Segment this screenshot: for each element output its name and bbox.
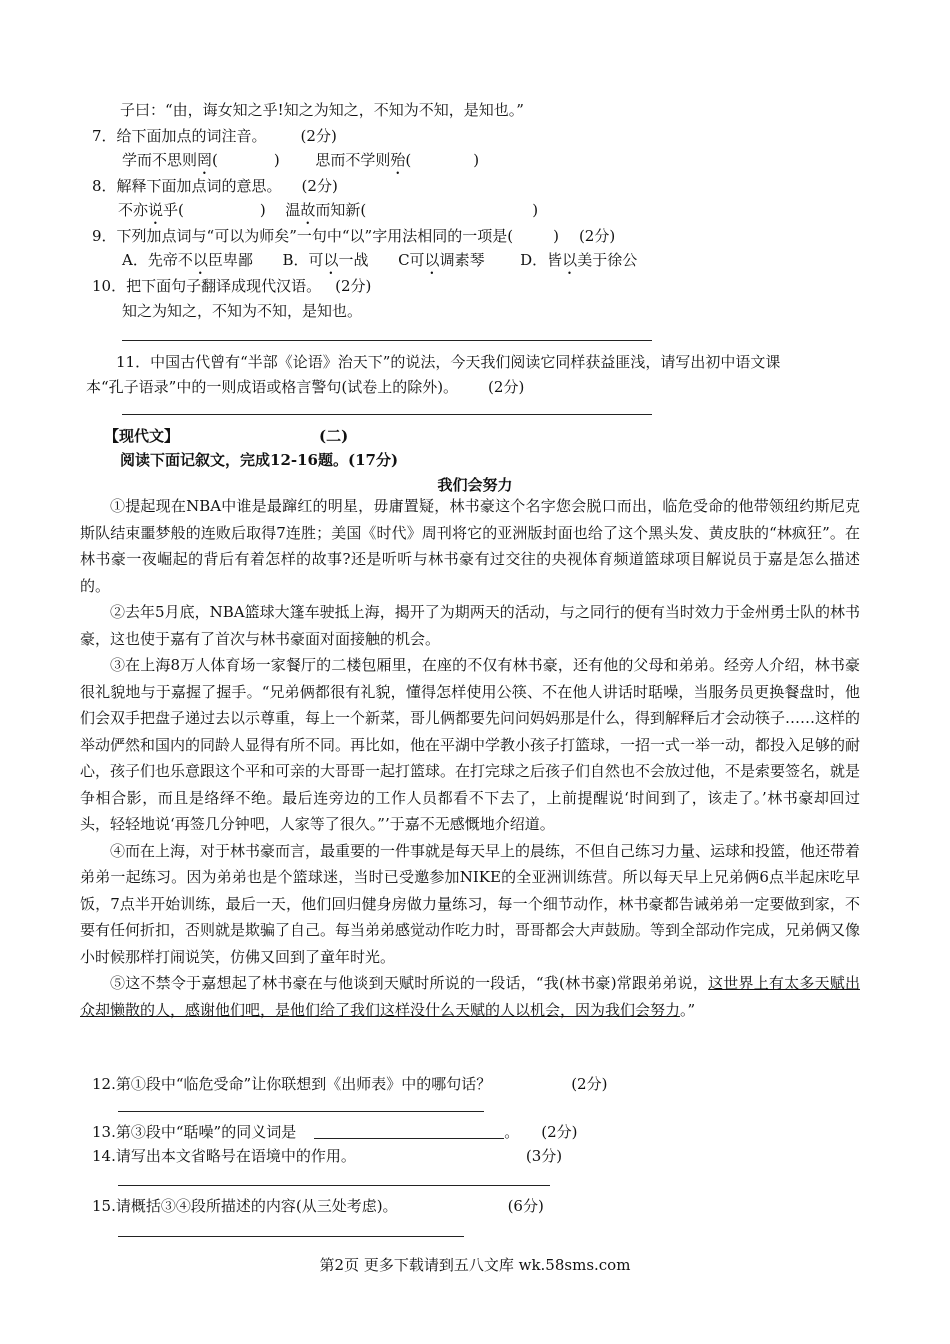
- q14-score: (3分): [525, 1147, 563, 1165]
- section-label: 【现代文】: [104, 427, 180, 445]
- q9-option-b: [282, 251, 368, 269]
- question-8: [92, 176, 338, 196]
- q8-items: 不亦说乎( ) 温故而知新( ): [118, 201, 539, 219]
- question-13: [92, 1122, 577, 1142]
- paragraph-5-post: 。”: [680, 1000, 696, 1019]
- q8-item-1-post: 乎: [163, 201, 179, 219]
- q8-score: (2分): [301, 177, 338, 195]
- q14-stem: 14.请写出本文省略号在语境中的作用。: [92, 1147, 356, 1165]
- question-12: [92, 1074, 607, 1094]
- q9-option-a-post: 臣卑鄙: [207, 251, 253, 269]
- q15-score: (6分): [507, 1197, 544, 1215]
- q15-answer-line[interactable]: [118, 1236, 464, 1237]
- reading-instruction: 阅读下面记叙文，完成12-16题。(17分): [120, 451, 399, 469]
- q8-item-1-pre: 不亦: [118, 201, 149, 219]
- q10-answer-line[interactable]: [122, 340, 652, 341]
- confucius-quote: 子曰：“由，诲女知之乎!知之为知之，不知为不知，是知也。”: [120, 101, 524, 119]
- q7-item-2: 思而不学则: [315, 151, 391, 169]
- question-10: [92, 276, 371, 296]
- q10-sentence: 知之为知之，不知为不知，是知也。: [122, 302, 363, 320]
- paragraph-4: ④而在上海，对于林书豪而言，最重要的一件事就是每天早上的晨练，不但自己练习力量、运球和投篮，他还带着弟弟一起练习。因为弟弟也是个篮球迷，当时已受邀参加NIKE的全亚洲训练营。所以每天早上兄弟俩6点半起床吃早饭，7点半开始训练，最后一天，他们回归健身房做力量练习，每一个细节动作，林书豪都告诫弟弟一定要做到家，不要有任何折扣，否则就是欺骗了自己。每当弟弟感觉动作吃力时，哥哥都会大声鼓励。等到全部动作完成，兄弟俩又像小时候那样打闹说笑，仿佛又回到了童年时光。: [80, 841, 861, 966]
- q11-answer-line[interactable]: [122, 414, 652, 415]
- q9-option-d-pre: D．皆: [520, 251, 563, 269]
- q9-stem: 9．下列加点词与“可以为师矣”一句中“以”字用法相同的一项是(: [92, 227, 514, 245]
- q10-score: (2分): [335, 277, 372, 295]
- q9-option-d: [520, 251, 637, 269]
- article-title: 我们会努力: [437, 476, 513, 494]
- q13-stem: 13.第③段中“聒噪”的同义词是: [92, 1123, 297, 1141]
- q11-score: (2分): [488, 378, 525, 396]
- q7-item-1: 学而不思则: [122, 151, 198, 169]
- q11-line-2: [86, 377, 524, 397]
- q12-stem: 12.第①段中“临危受命”让你联想到《出师表》中的哪句话？: [92, 1075, 492, 1093]
- question-7: [92, 126, 337, 146]
- q13-end: 。: [504, 1123, 520, 1141]
- q9-option-c-dot: 以: [424, 251, 440, 269]
- section-heading: [104, 426, 348, 446]
- q9-option-d-dot: 以: [562, 251, 578, 269]
- q8-stem: 8．解释下面加点词的意思。: [92, 177, 282, 195]
- paragraph-1: ①提起现在NBA中谁是最蹿红的明星，毋庸置疑，林书豪这个名字您会脱口而出，临危受命的他带领纽约斯尼克斯队结束噩梦般的连败后取得7连胜；美国《时代》周刊将它的亚洲版封面也给了这个黑头发、黄皮肤的“林疯狂”。在林书豪一夜崛起的背后有着怎样的故事?还是听听与林书豪有过交往的央视体育频道篮球项目解说员于嘉是怎么描述的。: [80, 497, 860, 595]
- q9-option-d-post: 美于徐公: [577, 251, 638, 269]
- q9-score: (2分): [578, 227, 616, 245]
- paragraph-5-pre: ⑤这不禁令于嘉想起了林书豪在与他谈到天赋时所说的一段话，“我(林书豪)常跟弟弟说，: [110, 974, 709, 992]
- q10-stem: 10．把下面句子翻译成现代汉语。: [92, 277, 322, 295]
- article-body: [80, 493, 860, 1023]
- q7-stem: 7．给下面加点的词注音。: [92, 127, 267, 145]
- paragraph-2: ②去年5月底，NBA篮球大篷车驶抵上海，揭开了为期两天的活动，与之同行的便有当时效力于金州勇士队的林书豪，这也使于嘉有了首次与林书豪面对面接触的机会。: [80, 603, 860, 648]
- q9-option-b-post: 一战: [338, 251, 369, 269]
- q9-option-a-dot: 以: [192, 251, 208, 269]
- question-14: [92, 1146, 562, 1166]
- q7-items: 学而不思则罔( ) 思而不学则殆( ): [122, 151, 480, 169]
- q9-stem-end: ): [553, 227, 559, 245]
- q9-option-b-pre: B．可: [282, 251, 324, 269]
- q9-option-b-dot: 以: [323, 251, 339, 269]
- q9-option-c-pre: C可: [398, 251, 425, 269]
- q12-answer-line[interactable]: [118, 1111, 484, 1112]
- q7-score: (2分): [300, 127, 337, 145]
- section-part: (二): [319, 427, 349, 445]
- q8-dotted-1: 说: [148, 201, 164, 219]
- q9-option-a-pre: A．先帝不: [122, 251, 193, 269]
- paragraph-5: [80, 970, 860, 1023]
- q9-option-c-post: 调素琴: [439, 251, 485, 269]
- underlined-quote: 这世界上有太多天赋出众却懒散的人，感谢他们吧，是他们给了我们这样没什么天赋的人以机会，因为我们会努力: [80, 974, 860, 1019]
- q9-option-a: [122, 251, 253, 269]
- q8-item-2-pre: 温: [285, 201, 301, 219]
- q12-score: (2分): [571, 1075, 608, 1093]
- q15-stem: 15.请概括③④段所描述的内容(从三处考虑)。: [92, 1197, 398, 1215]
- page-footer: 第2页 更多下载请到五八文库 wk.58sms.com: [319, 1256, 631, 1274]
- q8-item-2-post: 而知新: [315, 201, 361, 219]
- q13-score: (2分): [541, 1123, 578, 1141]
- q11-line-1: 11．中国古代曾有“半部《论语》治天下”的说法，今天我们阅读它同样获益匪浅，请写出初中语文课: [116, 353, 781, 371]
- q7-dotted-1: 罔: [197, 151, 213, 169]
- q9-options: [122, 250, 637, 278]
- q11-stem: 本“孔子语录”中的一则成语或格言警句(试卷上的除外)。: [86, 378, 459, 396]
- q13-answer-blank[interactable]: [314, 1124, 504, 1139]
- q7-dotted-2: 殆: [390, 151, 406, 169]
- q14-answer-line[interactable]: [118, 1185, 550, 1186]
- question-15: [92, 1196, 544, 1216]
- q9-option-c: [398, 251, 485, 269]
- paragraph-3: ③在上海8万人体育场一家餐厅的二楼包厢里，在座的不仅有林书豪，还有他的父母和弟弟。经旁人介绍，林书豪很礼貌地与于嘉握了握手。“兄弟俩都很有礼貌，懂得怎样使用公筷、不在他人讲话时聒噪，当服务员更换餐盘时，他们会双手把盘子递过去以示尊重，每上一个新菜，哥儿俩都要先问问妈妈那是什么，得到解释后才会动筷子……这样的举动俨然和国内的同龄人显得有所不同。再比如，他在平湖中学教小孩子打篮球，一招一式一举一动，都投入足够的耐心，孩子们也乐意跟这个平和可亲的大哥哥一起打篮球。在打完球之后孩子们自然也不会放过他，不是索要签名，就是争相合影，而且是络绎不绝。最后连旁边的工作人员都看不下去了，上前提醒说‘时间到了，该走了。’林书豪却回过头，轻轻地说‘再签几分钟吧，人家等了很久。”’于嘉不无感慨地介绍道。: [80, 656, 861, 833]
- question-9: [92, 226, 615, 246]
- q8-dotted-2: 故: [300, 201, 316, 219]
